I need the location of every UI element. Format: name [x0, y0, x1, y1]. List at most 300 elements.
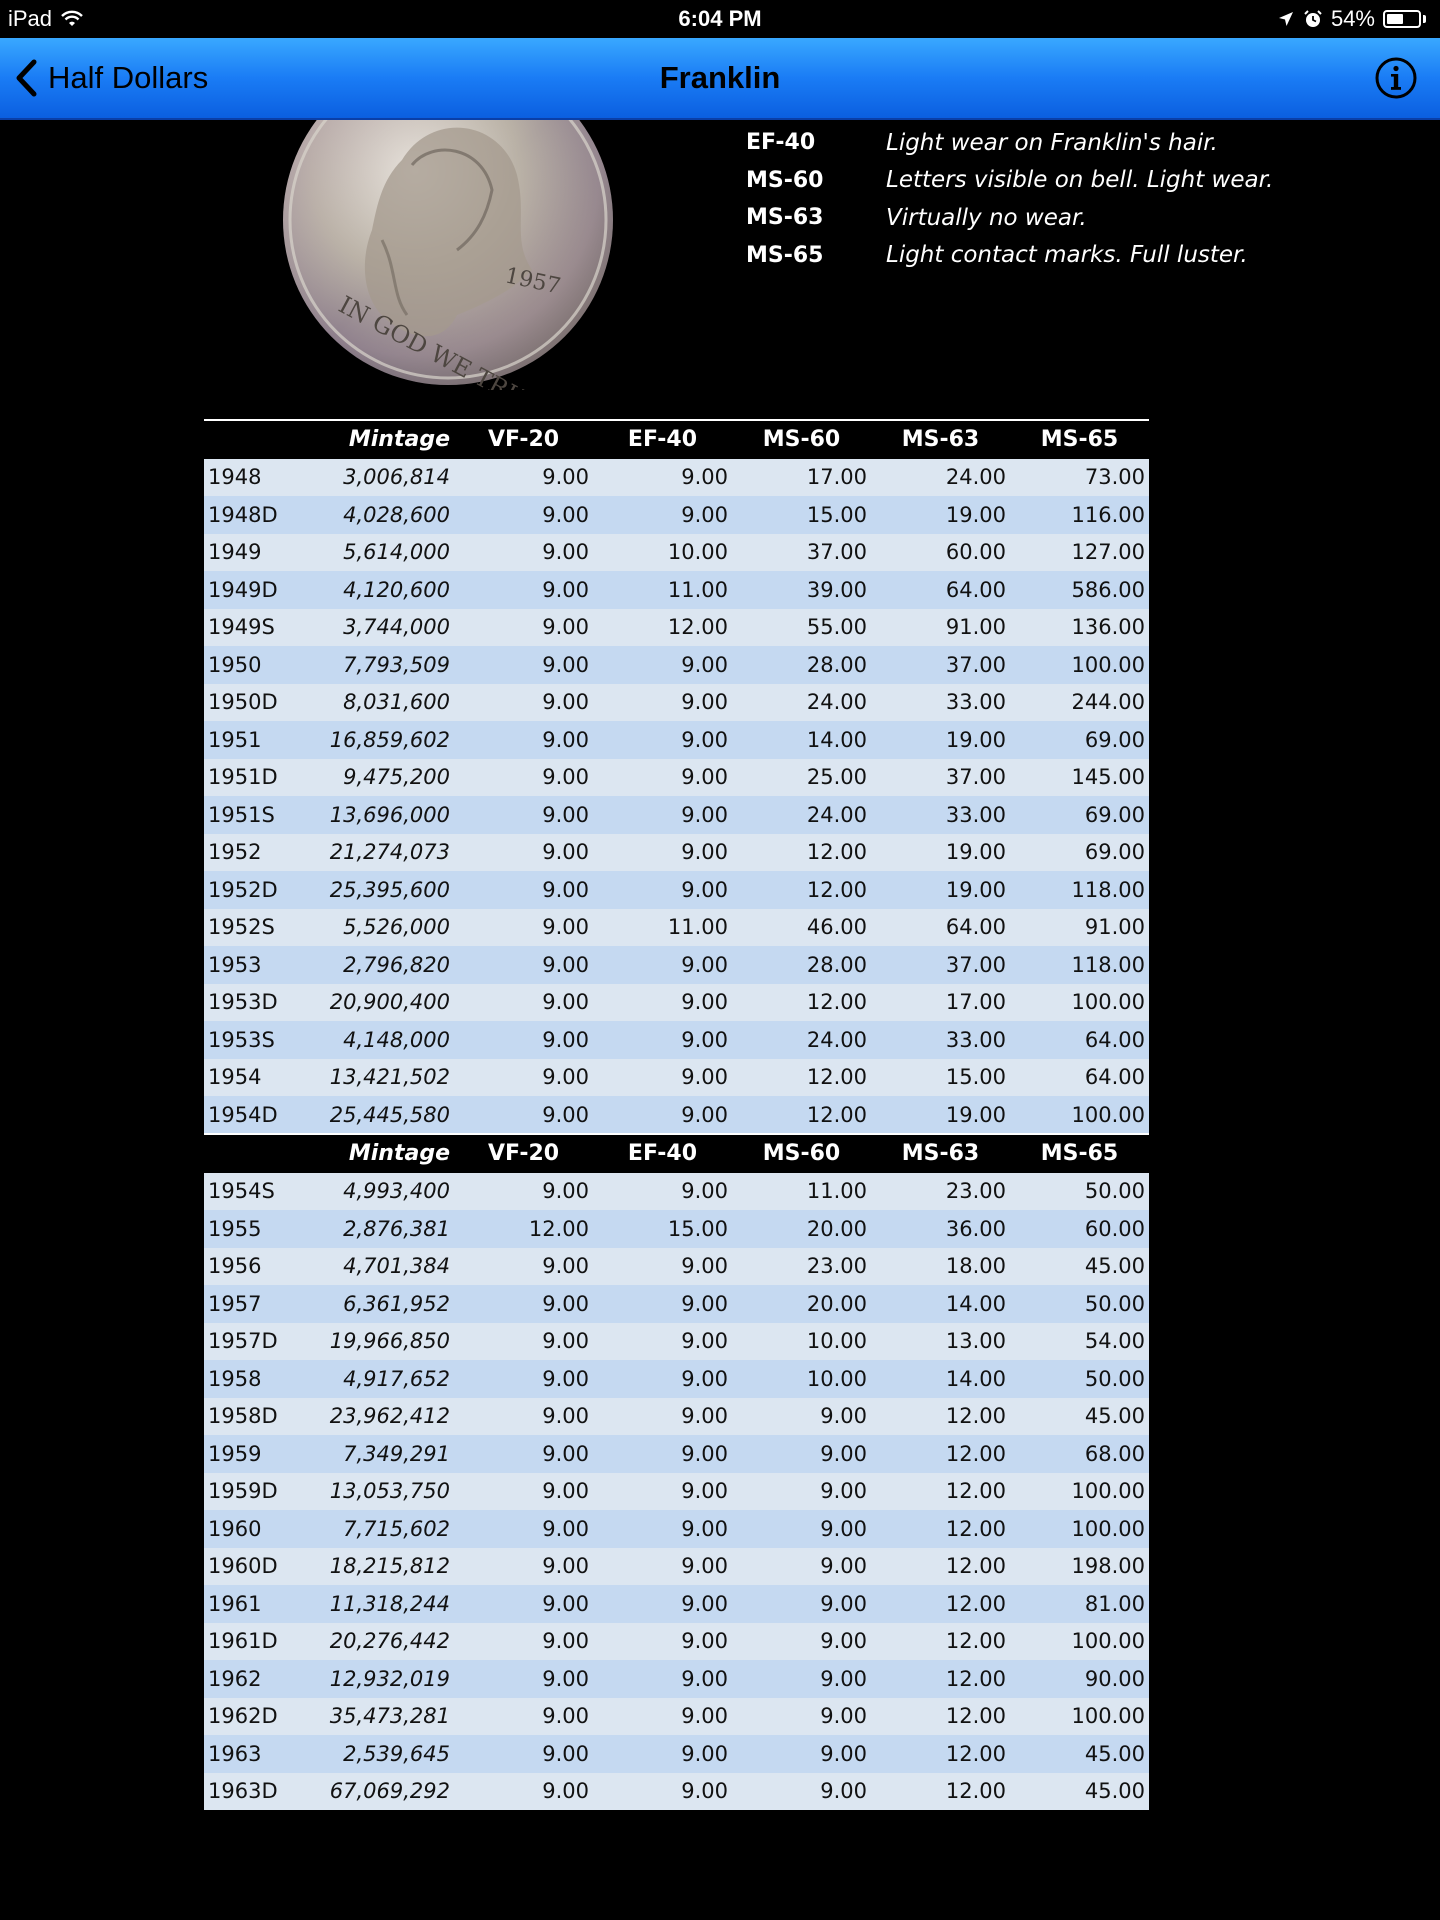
ef40-cell: 12.00: [593, 609, 732, 647]
ef40-cell: 11.00: [593, 909, 732, 947]
ms60-cell: 15.00: [732, 496, 871, 534]
table-row: [204, 759, 1149, 797]
ms63-cell: 64.00: [871, 909, 1010, 947]
ms60-cell: 14.00: [732, 721, 871, 759]
ef40-header: EF-40: [593, 420, 732, 459]
vf20-cell: 9.00: [454, 1096, 593, 1134]
battery-icon: [1383, 10, 1421, 28]
table-row: [204, 871, 1149, 909]
ef40-cell: 9.00: [593, 871, 732, 909]
ms65-cell: 100.00: [1010, 1096, 1149, 1134]
ms63-cell: 24.00: [871, 459, 1010, 497]
table-row: [204, 1548, 1149, 1586]
ms65-cell: 198.00: [1010, 1548, 1149, 1586]
year-cell: 1948D: [204, 496, 294, 534]
year-cell: 1958D: [204, 1398, 294, 1436]
ms60-cell: 12.00: [732, 1059, 871, 1097]
grade-description: Light wear on Franklin's hair.: [886, 129, 1218, 156]
table-row: [204, 796, 1149, 834]
alarm-clock-icon: [1303, 9, 1323, 29]
location-arrow-icon: [1277, 10, 1295, 28]
year-cell: 1952S: [204, 909, 294, 947]
year-cell: 1961: [204, 1585, 294, 1623]
mintage-cell: 13,421,502: [294, 1059, 454, 1097]
ms60-cell: 9.00: [732, 1473, 871, 1511]
vf20-cell: 9.00: [454, 534, 593, 572]
table-row: [204, 1735, 1149, 1773]
ms65-cell: 50.00: [1010, 1285, 1149, 1323]
ms65-cell: 69.00: [1010, 834, 1149, 872]
year-cell: 1953S: [204, 1021, 294, 1059]
ef40-cell: 9.00: [593, 946, 732, 984]
vf20-cell: 9.00: [454, 1323, 593, 1361]
ms63-cell: 19.00: [871, 871, 1010, 909]
mintage-cell: 19,966,850: [294, 1323, 454, 1361]
ms60-cell: 9.00: [732, 1698, 871, 1736]
ms65-cell: 100.00: [1010, 1623, 1149, 1661]
ms63-cell: 19.00: [871, 721, 1010, 759]
ms63-cell: 12.00: [871, 1735, 1010, 1773]
grade-description: Light contact marks. Full luster.: [886, 242, 1248, 269]
vf20-cell: 9.00: [454, 1285, 593, 1323]
vf20-cell: 9.00: [454, 1660, 593, 1698]
year-cell: 1961D: [204, 1623, 294, 1661]
ef40-cell: 9.00: [593, 646, 732, 684]
ms65-cell: 45.00: [1010, 1735, 1149, 1773]
ms63-cell: 12.00: [871, 1548, 1010, 1586]
vf20-cell: 9.00: [454, 871, 593, 909]
vf20-cell: 9.00: [454, 1623, 593, 1661]
mintage-cell: 2,796,820: [294, 946, 454, 984]
ef40-cell: 9.00: [593, 1360, 732, 1398]
table-row: [204, 1398, 1149, 1436]
battery-percent: 54%: [1330, 6, 1375, 31]
ef40-cell: 9.00: [593, 1735, 732, 1773]
page-title: Franklin: [659, 60, 781, 95]
ms60-cell: 12.00: [732, 834, 871, 872]
ms60-cell: 20.00: [732, 1210, 871, 1248]
ms60-cell: 46.00: [732, 909, 871, 947]
year-cell: 1949S: [204, 609, 294, 647]
ms63-cell: 36.00: [871, 1210, 1010, 1248]
mintage-cell: 25,445,580: [294, 1096, 454, 1134]
ms60-cell: 39.00: [732, 571, 871, 609]
ms63-cell: 37.00: [871, 646, 1010, 684]
ef40-cell: 9.00: [593, 1096, 732, 1134]
ms63-cell: 19.00: [871, 834, 1010, 872]
grade-code: MS-60: [746, 167, 824, 193]
ms60-cell: 9.00: [732, 1735, 871, 1773]
mintage-cell: 9,475,200: [294, 759, 454, 797]
ms63-cell: 12.00: [871, 1660, 1010, 1698]
ef40-cell: 9.00: [593, 1623, 732, 1661]
vf20-cell: 9.00: [454, 684, 593, 722]
vf20-cell: 9.00: [454, 496, 593, 534]
ms63-cell: 17.00: [871, 984, 1010, 1022]
ms60-header: MS-60: [732, 1134, 871, 1173]
ef40-cell: 9.00: [593, 496, 732, 534]
table-row: [204, 1173, 1149, 1211]
ms65-header: MS-65: [1010, 420, 1149, 459]
vf20-cell: 9.00: [454, 984, 593, 1022]
ms63-cell: 12.00: [871, 1435, 1010, 1473]
ms63-cell: 12.00: [871, 1623, 1010, 1661]
table-row: [204, 571, 1149, 609]
ms60-cell: 20.00: [732, 1285, 871, 1323]
ms65-cell: 69.00: [1010, 796, 1149, 834]
table-row: [204, 1021, 1149, 1059]
ms63-cell: 33.00: [871, 796, 1010, 834]
mintage-cell: 11,318,244: [294, 1585, 454, 1623]
ef40-cell: 9.00: [593, 834, 732, 872]
ms65-cell: 118.00: [1010, 871, 1149, 909]
ef40-cell: 9.00: [593, 1473, 732, 1511]
grade-row: [746, 162, 1273, 200]
ef40-cell: 9.00: [593, 1698, 732, 1736]
ef40-cell: 9.00: [593, 1398, 732, 1436]
ms63-cell: 19.00: [871, 1096, 1010, 1134]
ms60-cell: 9.00: [732, 1398, 871, 1436]
grade-code: MS-65: [746, 242, 824, 268]
ms65-cell: 90.00: [1010, 1660, 1149, 1698]
ef40-cell: 9.00: [593, 984, 732, 1022]
table-row: [204, 1210, 1149, 1248]
mintage-cell: 7,793,509: [294, 646, 454, 684]
battery-level: [1387, 14, 1403, 24]
table-row: [204, 1435, 1149, 1473]
mintage-cell: 20,900,400: [294, 984, 454, 1022]
ms60-cell: 9.00: [732, 1585, 871, 1623]
mintage-cell: 6,361,952: [294, 1285, 454, 1323]
vf20-cell: 9.00: [454, 1735, 593, 1773]
year-cell: 1955: [204, 1210, 294, 1248]
ms60-cell: 9.00: [732, 1435, 871, 1473]
ms65-cell: 45.00: [1010, 1773, 1149, 1811]
vf20-cell: 9.00: [454, 1510, 593, 1548]
year-cell: 1950D: [204, 684, 294, 722]
year-cell: 1951S: [204, 796, 294, 834]
ms63-cell: 12.00: [871, 1773, 1010, 1811]
vf20-cell: 9.00: [454, 1473, 593, 1511]
ms60-cell: 28.00: [732, 646, 871, 684]
mintage-header: Mintage: [294, 420, 454, 459]
ms63-cell: 64.00: [871, 571, 1010, 609]
table-row: [204, 1059, 1149, 1097]
mintage-cell: 5,614,000: [294, 534, 454, 572]
vf20-cell: 9.00: [454, 796, 593, 834]
year-cell: 1951D: [204, 759, 294, 797]
ms60-cell: 9.00: [732, 1773, 871, 1811]
ef40-cell: 9.00: [593, 1548, 732, 1586]
mintage-cell: 23,962,412: [294, 1398, 454, 1436]
ms65-cell: 64.00: [1010, 1021, 1149, 1059]
mintage-cell: 4,148,000: [294, 1021, 454, 1059]
ms60-cell: 12.00: [732, 871, 871, 909]
year-cell: 1956: [204, 1248, 294, 1286]
year-cell: 1963D: [204, 1773, 294, 1811]
table-row: [204, 1623, 1149, 1661]
year-cell: 1962D: [204, 1698, 294, 1736]
ms60-cell: 11.00: [732, 1173, 871, 1211]
ms65-cell: 100.00: [1010, 646, 1149, 684]
ms60-cell: 37.00: [732, 534, 871, 572]
grade-code: MS-63: [746, 205, 824, 231]
year-cell: 1954S: [204, 1173, 294, 1211]
ms65-cell: 100.00: [1010, 1473, 1149, 1511]
table-row: [204, 1585, 1149, 1623]
vf20-cell: 9.00: [454, 1698, 593, 1736]
ms60-cell: 12.00: [732, 984, 871, 1022]
year-header: [204, 420, 294, 459]
price-table-1948-1954: [204, 419, 1149, 1134]
vf20-cell: 9.00: [454, 909, 593, 947]
mintage-cell: 67,069,292: [294, 1773, 454, 1811]
table-row: [204, 1285, 1149, 1323]
ms65-cell: 145.00: [1010, 759, 1149, 797]
battery-tip: [1423, 15, 1426, 23]
ms60-cell: 12.00: [732, 1096, 871, 1134]
mintage-cell: 8,031,600: [294, 684, 454, 722]
ms65-cell: 50.00: [1010, 1173, 1149, 1211]
ms63-cell: 33.00: [871, 1021, 1010, 1059]
year-cell: 1951: [204, 721, 294, 759]
year-cell: 1958: [204, 1360, 294, 1398]
year-cell: 1948: [204, 459, 294, 497]
ms63-header: MS-63: [871, 1134, 1010, 1173]
mintage-cell: 2,539,645: [294, 1735, 454, 1773]
ef40-cell: 9.00: [593, 1585, 732, 1623]
ms65-cell: 60.00: [1010, 1210, 1149, 1248]
mintage-cell: 2,876,381: [294, 1210, 454, 1248]
ms60-cell: 9.00: [732, 1660, 871, 1698]
mintage-cell: 12,932,019: [294, 1660, 454, 1698]
status-time: 6:04 PM: [678, 6, 762, 31]
vf20-cell: 9.00: [454, 1548, 593, 1586]
vf20-cell: 9.00: [454, 1173, 593, 1211]
mintage-cell: 4,120,600: [294, 571, 454, 609]
ms60-cell: 25.00: [732, 759, 871, 797]
ef40-cell: 9.00: [593, 1510, 732, 1548]
ms60-header: MS-60: [732, 420, 871, 459]
year-cell: 1949D: [204, 571, 294, 609]
mintage-cell: 3,744,000: [294, 609, 454, 647]
ms63-cell: 33.00: [871, 684, 1010, 722]
ef40-cell: 11.00: [593, 571, 732, 609]
table-row: [204, 1773, 1149, 1811]
chevron-left-icon: [14, 58, 38, 98]
ms60-cell: 9.00: [732, 1510, 871, 1548]
ef40-cell: 9.00: [593, 1773, 732, 1811]
ms63-cell: 23.00: [871, 1173, 1010, 1211]
back-button-label: Half Dollars: [48, 60, 209, 95]
ms63-cell: 18.00: [871, 1248, 1010, 1286]
mintage-cell: 4,917,652: [294, 1360, 454, 1398]
vf20-cell: 9.00: [454, 834, 593, 872]
vf20-cell: 9.00: [454, 609, 593, 647]
table-row: [204, 1660, 1149, 1698]
mintage-cell: 7,715,602: [294, 1510, 454, 1548]
year-cell: 1959D: [204, 1473, 294, 1511]
ms65-cell: 45.00: [1010, 1248, 1149, 1286]
vf20-cell: 9.00: [454, 571, 593, 609]
mintage-cell: 35,473,281: [294, 1698, 454, 1736]
vf20-cell: 9.00: [454, 459, 593, 497]
ms65-cell: 136.00: [1010, 609, 1149, 647]
vf20-cell: 9.00: [454, 1021, 593, 1059]
vf20-cell: 9.00: [454, 1248, 593, 1286]
year-cell: 1954D: [204, 1096, 294, 1134]
ms63-cell: 12.00: [871, 1585, 1010, 1623]
year-cell: 1952D: [204, 871, 294, 909]
table-row: [204, 684, 1149, 722]
ms65-cell: 50.00: [1010, 1360, 1149, 1398]
ms63-cell: 12.00: [871, 1473, 1010, 1511]
year-cell: 1963: [204, 1735, 294, 1773]
year-cell: 1960: [204, 1510, 294, 1548]
ms65-cell: 73.00: [1010, 459, 1149, 497]
ms63-cell: 12.00: [871, 1398, 1010, 1436]
ms65-cell: 54.00: [1010, 1323, 1149, 1361]
ms63-cell: 15.00: [871, 1059, 1010, 1097]
ef40-cell: 9.00: [593, 684, 732, 722]
ef40-cell: 10.00: [593, 534, 732, 572]
table-row: [204, 946, 1149, 984]
ms63-cell: 37.00: [871, 759, 1010, 797]
year-cell: 1962: [204, 1660, 294, 1698]
mintage-cell: 13,053,750: [294, 1473, 454, 1511]
ef40-cell: 9.00: [593, 459, 732, 497]
mintage-cell: 13,696,000: [294, 796, 454, 834]
franklin-coin-image: [282, 120, 614, 390]
back-button[interactable]: [14, 38, 208, 118]
table-row: [204, 459, 1149, 497]
table-row: [204, 1248, 1149, 1286]
ms60-cell: 10.00: [732, 1360, 871, 1398]
ef40-cell: 9.00: [593, 759, 732, 797]
vf20-cell: 9.00: [454, 759, 593, 797]
year-cell: 1960D: [204, 1548, 294, 1586]
mintage-cell: 7,349,291: [294, 1435, 454, 1473]
table-row: [204, 496, 1149, 534]
table-row: [204, 534, 1149, 572]
grade-row: [746, 237, 1273, 275]
status-bar: [0, 0, 1440, 38]
ms60-cell: 23.00: [732, 1248, 871, 1286]
mintage-cell: 5,526,000: [294, 909, 454, 947]
device-name: iPad: [8, 6, 53, 31]
ms65-cell: 100.00: [1010, 984, 1149, 1022]
mintage-cell: 4,701,384: [294, 1248, 454, 1286]
ef40-cell: 9.00: [593, 1660, 732, 1698]
mintage-cell: 4,993,400: [294, 1173, 454, 1211]
ms60-cell: 9.00: [732, 1548, 871, 1586]
mintage-header: Mintage: [294, 1134, 454, 1173]
vf20-header: VF-20: [454, 1134, 593, 1173]
table-row: [204, 1473, 1149, 1511]
coin-date: 1957: [502, 263, 563, 300]
ms63-cell: 14.00: [871, 1360, 1010, 1398]
info-icon[interactable]: [1374, 56, 1418, 100]
vf20-cell: 9.00: [454, 646, 593, 684]
ms63-cell: 13.00: [871, 1323, 1010, 1361]
table-header-row: [204, 420, 1149, 459]
ef40-cell: 9.00: [593, 796, 732, 834]
table-row: [204, 1698, 1149, 1736]
ms63-cell: 12.00: [871, 1698, 1010, 1736]
ef40-cell: 9.00: [593, 1435, 732, 1473]
grade-row: [746, 199, 1273, 237]
ms63-header: MS-63: [871, 420, 1010, 459]
ms63-cell: 14.00: [871, 1285, 1010, 1323]
table-header-row: [204, 1134, 1149, 1173]
grade-description: Letters visible on bell. Light wear.: [886, 167, 1274, 194]
table-row: [204, 984, 1149, 1022]
mintage-cell: 21,274,073: [294, 834, 454, 872]
ms60-cell: 24.00: [732, 796, 871, 834]
ms60-cell: 28.00: [732, 946, 871, 984]
vf20-cell: 12.00: [454, 1210, 593, 1248]
grade-description: Virtually no wear.: [886, 204, 1087, 231]
ms60-cell: 24.00: [732, 684, 871, 722]
table-row: [204, 1360, 1149, 1398]
vf20-cell: 9.00: [454, 946, 593, 984]
year-header: [204, 1134, 294, 1173]
ms60-cell: 24.00: [732, 1021, 871, 1059]
mintage-cell: 18,215,812: [294, 1548, 454, 1586]
ms65-header: MS-65: [1010, 1134, 1149, 1173]
ef40-header: EF-40: [593, 1134, 732, 1173]
year-cell: 1959: [204, 1435, 294, 1473]
year-cell: 1953D: [204, 984, 294, 1022]
ms63-cell: 37.00: [871, 946, 1010, 984]
ms60-cell: 17.00: [732, 459, 871, 497]
year-cell: 1949: [204, 534, 294, 572]
ms65-cell: 100.00: [1010, 1698, 1149, 1736]
ms60-cell: 9.00: [732, 1623, 871, 1661]
grade-descriptions: [746, 124, 1273, 274]
table-row: [204, 1096, 1149, 1134]
ef40-cell: 9.00: [593, 721, 732, 759]
ef40-cell: 9.00: [593, 1021, 732, 1059]
table-row: [204, 1323, 1149, 1361]
vf20-cell: 9.00: [454, 1398, 593, 1436]
mintage-cell: 4,028,600: [294, 496, 454, 534]
ms63-cell: 19.00: [871, 496, 1010, 534]
ms65-cell: 127.00: [1010, 534, 1149, 572]
table-row: [204, 609, 1149, 647]
ms65-cell: 91.00: [1010, 909, 1149, 947]
vf20-cell: 9.00: [454, 721, 593, 759]
table-row: [204, 834, 1149, 872]
ms60-cell: 10.00: [732, 1323, 871, 1361]
mintage-cell: 16,859,602: [294, 721, 454, 759]
ms65-cell: 116.00: [1010, 496, 1149, 534]
ms65-cell: 81.00: [1010, 1585, 1149, 1623]
ms63-cell: 60.00: [871, 534, 1010, 572]
vf20-cell: 9.00: [454, 1360, 593, 1398]
ms65-cell: 100.00: [1010, 1510, 1149, 1548]
ms65-cell: 69.00: [1010, 721, 1149, 759]
ef40-cell: 9.00: [593, 1173, 732, 1211]
ef40-cell: 9.00: [593, 1248, 732, 1286]
mintage-cell: 20,276,442: [294, 1623, 454, 1661]
mintage-cell: 3,006,814: [294, 459, 454, 497]
ef40-cell: 9.00: [593, 1059, 732, 1097]
year-cell: 1957D: [204, 1323, 294, 1361]
year-cell: 1950: [204, 646, 294, 684]
vf20-header: VF-20: [454, 420, 593, 459]
grade-row: [746, 124, 1273, 162]
